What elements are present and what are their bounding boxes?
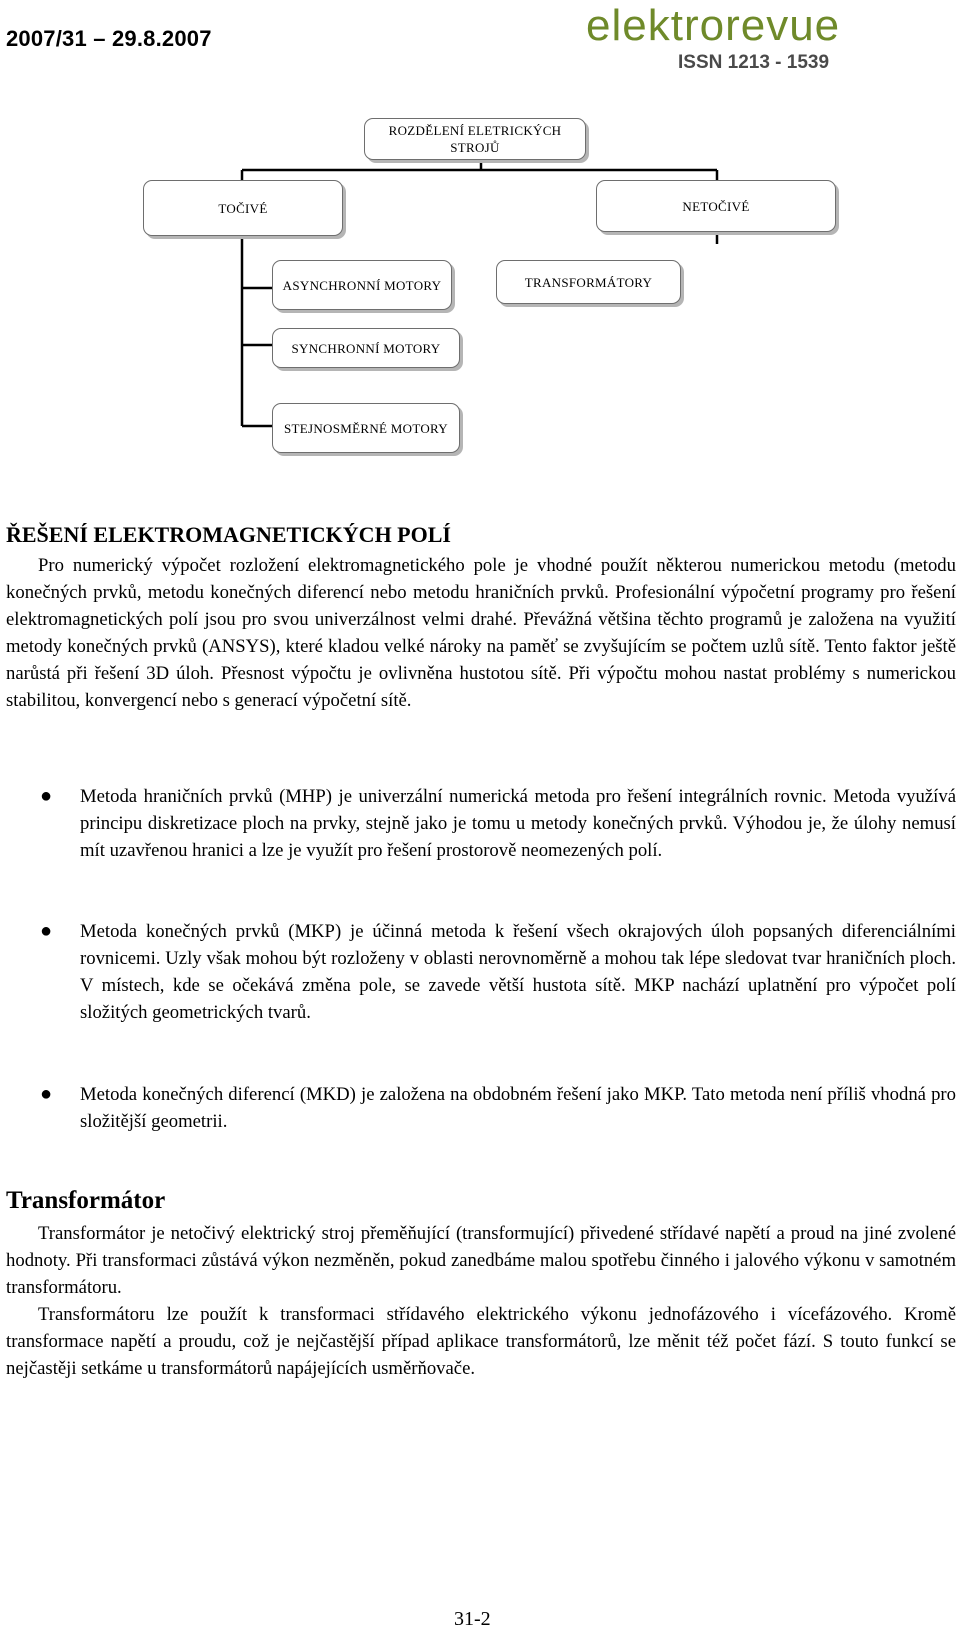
section-title-transformer: Transformátor [6, 1187, 166, 1214]
logo-wordmark: elektrorevue [586, 2, 841, 50]
bullet-icon: ● [40, 785, 53, 807]
diagram-rotating-box: TOČIVÉ [143, 180, 343, 236]
list-item-text: Metoda konečných diferencí (MKD) je založena na obdobném řešení jako MKP. Tato metoda není příliš vhodná pro složitější geometrii. [80, 1084, 956, 1133]
paragraph-transformer-1 [6, 1220, 956, 1301]
diagram-async-motors-box: ASYNCHRONNÍ MOTORY [272, 260, 452, 310]
diagram-connectors [0, 0, 960, 470]
issn-label: ISSN 1213 - 1539 [678, 52, 830, 72]
issue-date: 2007/31 – 29.8.2007 [6, 26, 212, 51]
list-item-text: Metoda konečných prvků (MKP) je účinná metoda k řešení všech okrajových úloh popsaných diferenciálními rovnicemi. Uzly však mohou být rozloženy v oblasti nerovnoměrně a mohou tak lépe sledovat tvar hraničních ploch. V místech, kde se očekává změna pole, se zavede větší hustota sítě. MKP nachází uplatnění pro výpočet polí složitých geometrických tvarů. [80, 921, 956, 1024]
diagram-transformers-box: TRANSFORMÁTORY [496, 260, 681, 304]
paragraph-em-fields [6, 552, 956, 715]
bullet-icon: ● [40, 1083, 53, 1105]
paragraph-text: Transformátoru lze použít k transformaci střídavého elektrického výkonu jednofázového i vícefázového. Kromě transformace napětí a proudu, což je nejčastější případ aplikace transformátorů, lze měnit též počet fází. S touto funkcí se nejčastěji setkáme u transformátorů napájejících usměrňovače. [6, 1304, 956, 1380]
methods-list [0, 783, 956, 1135]
paragraph-transformer-2 [6, 1301, 956, 1382]
bullet-icon: ● [40, 920, 53, 942]
diagram-dc-motors-box: STEJNOSMĚRNÉ MOTORY [272, 403, 460, 453]
list-item [0, 918, 956, 1081]
diagram-root-box: ROZDĚLENÍ ELETRICKÝCH STROJŮ [364, 118, 586, 160]
machine-classification-diagram [0, 0, 960, 470]
paragraph-text: Pro numerický výpočet rozložení elektromagnetického pole je vhodné použít některou numerickou metodu (metodu konečných prvků, metodu konečných diferencí nebo metodu hraničních prvků. Profesionální výpočetní programy pro řešení elektromagnetických polí jsou pro svou univerzálnost velmi drahé. Převážná většina těchto programů je založena na využití metody konečných prvků (ANSYS), které kladou velké nároky na paměť se zvyšujícím se počtem uzlů sítě. Tento faktor ještě narůstá při řešení 3D úloh. Přesnost výpočtu je ovlivněna hustotou sítě. Při výpočtu mohou nastat problémy s numerickou stabilitou, konvergencí nebo s generací výpočetní sítě. [6, 555, 956, 712]
list-item [0, 1081, 956, 1135]
paragraph-text: Transformátor je netočivý elektrický stroj přeměňující (transformující) přivedené střídavé napětí a proud na jiné zvolené hodnoty. Při transformaci zůstává výkon nezměněn, pokud zanedbáme malou spotřebu činného i jalového výkonu v samotném transformátoru. [6, 1223, 956, 1299]
diagram-sync-motors-box: SYNCHRONNÍ MOTORY [272, 328, 460, 368]
page-number: 31-2 [454, 1608, 491, 1630]
list-item [0, 783, 956, 918]
diagram-nonrotating-box: NETOČIVÉ [596, 180, 836, 232]
section-title-em-fields: ŘEŠENÍ ELEKTROMAGNETICKÝCH POLÍ [6, 522, 451, 547]
list-item-text: Metoda hraničních prvků (MHP) je univerzální numerická metoda pro řešení integrálních rovnic. Metoda využívá principu diskretizace ploch na prvky, stejně jako je tomu u metody konečných prvků. Výhodou je, že úlohy nemusí mít uzavřenou hranici a lze je využít pro řešení prostorově neomezených polí. [80, 786, 956, 862]
